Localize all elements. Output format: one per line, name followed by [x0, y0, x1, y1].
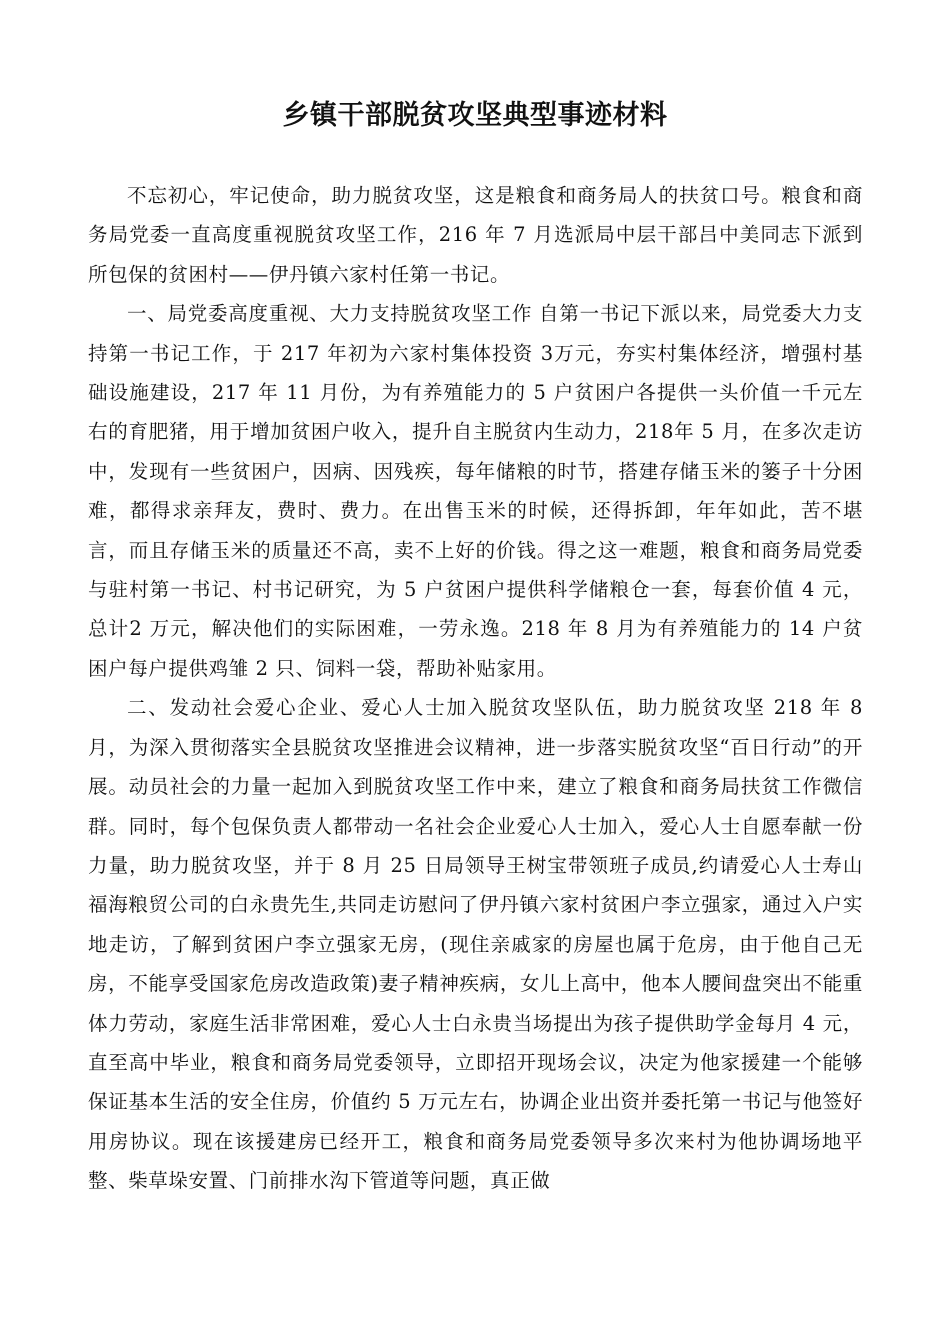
paragraph-section-one: 一、局党委高度重视、大力支持脱贫攻坚工作 自第一书记下派以来，局党委大力支持第一书记工作，于 217 年初为六家村集体投资 3万元，夯实村集体经济，增强村基础设施建设，217 年 11 月份，为有养殖能力的 5 户贫困户各提供一头价值一千元左右的育肥猪，用于增加贫困户收入，提升自主脱贫内生动力，218年 5 月，在多次走访中，发现有一些贫困户，因病、因残疾，每年储粮的时节，搭建存储玉米的篓子十分困难，都得求亲拜友，费时、费力。在出售玉米的时候，还得拆卸，年年如此，苦不堪言，而且存储玉米的质量还不高，卖不上好的价钱。得之这一难题，粮食和商务局党委与驻村第一书记、村书记研究，为 5 户贫困户提供科学储粮仓一套，每套价值 4 元，总计2 万元，解决他们的实际困难，一劳永逸。218 年 8 月为有养殖能力的 14 户贫困户每户提供鸡雏 2 只、饲料一袋，帮助补贴家用。	[88, 302, 863, 680]
paragraph-section-two: 二、发动社会爱心企业、爱心人士加入脱贫攻坚队伍，助力脱贫攻坚 218 年 8 月，为深入贯彻落实全县脱贫攻坚推进会议精神，进一步落实脱贫攻坚“百日行动”的开展。动员社会的力量一起加入到脱贫攻坚工作中来，建立了粮食和商务局扶贫工作微信群。同时，每个包保负责人都带动一名社会企业爱心人士加入，爱心人士自愿奉献一份力量，助力脱贫攻坚，并于 8 月 25 日局领导王树宝带领班子成员,约请爱心人士寿山福海粮贸公司的白永贵先生,共同走访慰问了伊丹镇六家村贫困户李立强家，通过入户实地走访，了解到贫困户李立强家无房，(现住亲戚家的房屋也属于危房，由于他自己无房，不能享受国家危房改造政策)妻子精神疾病，女儿上高中，他本人腰间盘突出不能重体力劳动，家庭生活非常困难，爱心人士白永贵当场提出为孩子提供助学金每月 4 元，直至高中毕业，粮食和商务局党委领导，立即招开现场会议，决定为他家援建一个能够保证基本生活的安全住房，价值约 5 万元左右，协调企业出资并委托第一书记与他签好用房协议。现在该援建房已经开工，粮食和商务局党委领导多次来村为他协调场地平整、柴草垛安置、门前排水沟下管道等问题，真正做	[88, 696, 863, 1193]
document-title: 乡镇干部脱贫攻坚典型事迹材料	[282, 100, 668, 131]
paragraph-intro: 不忘初心，牢记使命，助力脱贫攻坚，这是粮食和商务局人的扶贫口号。粮食和商务局党委一直高度重视脱贫攻坚工作，216 年 7 月选派局中层干部吕中美同志下派到所包保的贫困村——伊丹镇六家村任第一书记。	[88, 184, 863, 286]
document-body	[88, 176, 863, 1201]
